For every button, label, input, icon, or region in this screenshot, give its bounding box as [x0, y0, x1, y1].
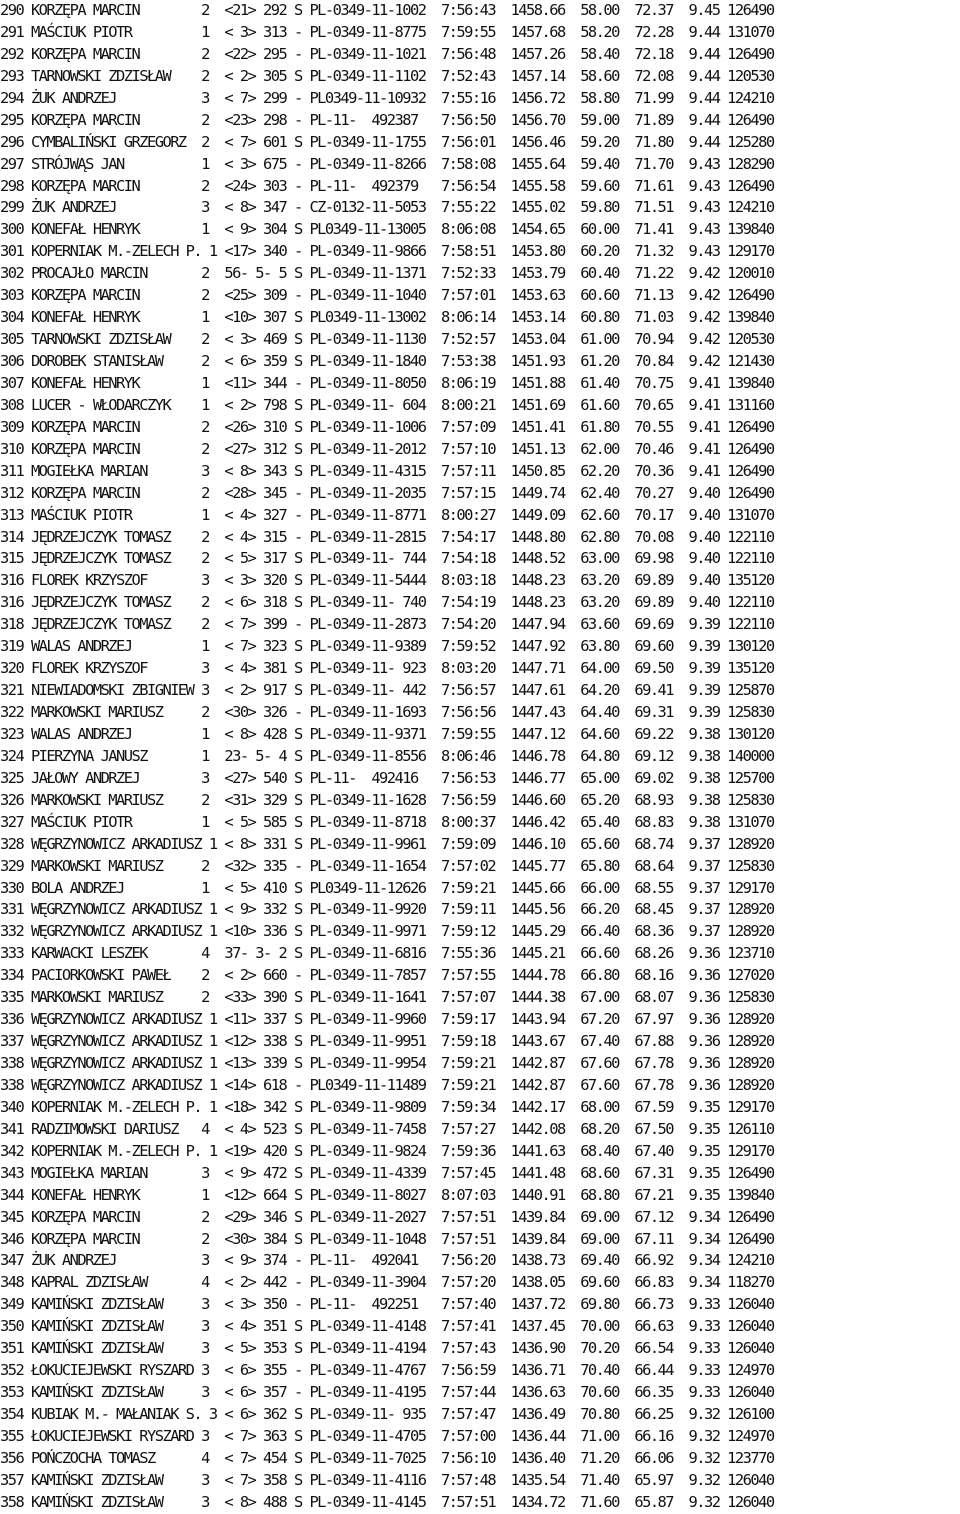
list-item: 312 KORZĘPA MARCIN 2 <28> 345 - PL-0349-11-2035 7:57:15 1449.74 62.40 70.27 9.40 126490 [0, 483, 774, 502]
list-item: 292 KORZĘPA MARCIN 2 <22> 295 - PL-0349-11-1021 7:56:48 1457.26 58.40 72.18 9.44 126490 [0, 44, 774, 63]
list-item: 335 MARKOWSKI MARIUSZ 2 <33> 390 S PL-0349-11-1641 7:57:07 1444.38 67.00 68.07 9.36 125830 [0, 988, 774, 1007]
list-item: 311 MOGIEŁKA MARIAN 3 < 8> 343 S PL-0349-11-4315 7:57:11 1450.85 62.20 70.36 9.41 126490 [0, 461, 774, 480]
list-item: 331 WĘGRZYNOWICZ ARKADIUSZ 1 < 9> 332 S PL-0349-11-9920 7:59:11 1445.56 66.20 68.45 9.37 128920 [0, 900, 774, 919]
list-item: 354 KUBIAK M.- MAŁANIAK S. 3 < 6> 362 S PL-0349-11- 935 7:57:47 1436.49 70.80 66.25 9.32 126100 [0, 1405, 774, 1423]
list-item: 326 MARKOWSKI MARIUSZ 2 <31> 329 S PL-0349-11-1628 7:56:59 1446.60 65.20 68.93 9.38 125830 [0, 790, 774, 809]
list-item: 340 KOPERNIAK M.-ZELECH P. 1 <18> 342 S PL-0349-11-9809 7:59:34 1442.17 68.00 67.59 9.35 129170 [0, 1097, 774, 1116]
list-item: 290 KORZĘPA MARCIN 2 <21> 292 S PL-0349-11-1002 7:56:43 1458.66 58.00 72.37 9.45 126490 [0, 1, 774, 19]
list-item: 300 KONEFAŁ HENRYK 1 < 9> 304 S PL0349-11-13005 8:06:08 1454.65 60.00 71.41 9.43 139840 [0, 220, 774, 239]
list-item: 333 KARWACKI LESZEK 4 37- 3- 2 S PL-0349-11-6816 7:55:36 1445.21 66.60 68.26 9.36 123710 [0, 944, 774, 963]
list-item: 341 RADZIMOWSKI DARIUSZ 4 < 4> 523 S PL-0349-11-7458 7:57:27 1442.08 68.20 67.50 9.35 126110 [0, 1119, 774, 1138]
list-item: 327 MAŚCIUK PIOTR 1 < 5> 585 S PL-0349-11-8718 8:00:37 1446.42 65.40 68.83 9.38 131070 [0, 812, 774, 831]
list-item: 338 WĘGRZYNOWICZ ARKADIUSZ 1 <14> 618 - PL0349-11-11489 7:59:21 1442.87 67.60 67.78 9.36 128920 [0, 1075, 774, 1094]
list-item: 291 MAŚCIUK PIOTR 1 < 3> 313 - PL-0349-11-8775 7:59:55 1457.68 58.20 72.28 9.44 131070 [0, 22, 774, 41]
list-item: 319 WALAS ANDRZEJ 1 < 7> 323 S PL-0349-11-9389 7:59:52 1447.92 63.80 69.60 9.39 130120 [0, 637, 774, 656]
list-item: 328 WĘGRZYNOWICZ ARKADIUSZ 1 < 8> 331 S PL-0349-11-9961 7:59:09 1446.10 65.60 68.74 9.37 128920 [0, 834, 774, 853]
list-item: 351 KAMIŃSKI ZDZISŁAW 3 < 5> 353 S PL-0349-11-4194 7:57:43 1436.90 70.20 66.54 9.33 126040 [0, 1339, 774, 1358]
list-item: 344 KONEFAŁ HENRYK 1 <12> 664 S PL-0349-11-8027 8:07:03 1440.91 68.80 67.21 9.35 139840 [0, 1185, 774, 1204]
list-item: 295 KORZĘPA MARCIN 2 <23> 298 - PL-11- 492387 7:56:50 1456.70 59.00 71.89 9.44 126490 [0, 110, 774, 129]
list-item: 297 STRÓJWĄS JAN 1 < 3> 675 - PL-0349-11-8266 7:58:08 1455.64 59.40 71.70 9.43 128290 [0, 154, 774, 173]
list-item: 329 MARKOWSKI MARIUSZ 2 <32> 335 - PL-0349-11-1654 7:57:02 1445.77 65.80 68.64 9.37 125830 [0, 856, 774, 875]
list-item: 345 KORZĘPA MARCIN 2 <29> 346 S PL-0349-11-2027 7:57:51 1439.84 69.00 67.12 9.34 126490 [0, 1207, 774, 1226]
list-item: 346 KORZĘPA MARCIN 2 <30> 384 S PL-0349-11-1048 7:57:51 1439.84 69.00 67.11 9.34 126490 [0, 1229, 774, 1248]
list-item: 357 KAMIŃSKI ZDZISŁAW 3 < 7> 358 S PL-0349-11-4116 7:57:48 1435.54 71.40 65.97 9.32 126040 [0, 1470, 774, 1489]
list-item: 349 KAMIŃSKI ZDZISŁAW 3 < 3> 350 - PL-11- 492251 7:57:40 1437.72 69.80 66.73 9.33 126040 [0, 1295, 774, 1314]
list-item: 293 TARNOWSKI ZDZISŁAW 2 < 2> 305 S PL-0349-11-1102 7:52:43 1457.14 58.60 72.08 9.44 120530 [0, 66, 774, 85]
list-item: 305 TARNOWSKI ZDZISŁAW 2 < 3> 469 S PL-0349-11-1130 7:52:57 1453.04 61.00 70.94 9.42 120530 [0, 330, 774, 349]
list-item: 342 KOPERNIAK M.-ZELECH P. 1 <19> 420 S PL-0349-11-9824 7:59:36 1441.63 68.40 67.40 9.35 129170 [0, 1141, 774, 1160]
list-item: 325 JAŁOWY ANDRZEJ 3 <27> 540 S PL-11- 492416 7:56:53 1446.77 65.00 69.02 9.38 125700 [0, 768, 774, 787]
list-item: 314 JĘDRZEJCZYK TOMASZ 2 < 4> 315 - PL-0349-11-2815 7:54:17 1448.80 62.80 70.08 9.40 122110 [0, 527, 774, 546]
list-item: 352 ŁOKUCIEJEWSKI RYSZARD 3 < 6> 355 - PL-0349-11-4767 7:56:59 1436.71 70.40 66.44 9.33 124970 [0, 1361, 774, 1380]
list-item: 332 WĘGRZYNOWICZ ARKADIUSZ 1 <10> 336 S PL-0349-11-9971 7:59:12 1445.29 66.40 68.36 9.37 128920 [0, 922, 774, 941]
list-item: 320 FLOREK KRZYSZOF 3 < 4> 381 S PL-0349-11- 923 8:03:20 1447.71 64.00 69.50 9.39 135120 [0, 659, 774, 678]
list-item: 321 NIEWIADOMSKI ZBIGNIEW 3 < 2> 917 S PL-0349-11- 442 7:56:57 1447.61 64.20 69.41 9.39 125870 [0, 681, 774, 700]
list-item: 356 POŃCZOCHA TOMASZ 4 < 7> 454 S PL-0349-11-7025 7:56:10 1436.40 71.20 66.06 9.32 123770 [0, 1448, 774, 1467]
list-item: 294 ŻUK ANDRZEJ 3 < 7> 299 - PL0349-11-10932 7:55:16 1456.72 58.80 71.99 9.44 124210 [0, 88, 774, 107]
list-item: 324 PIERZYNA JANUSZ 1 23- 5- 4 S PL-0349-11-8556 8:06:46 1446.78 64.80 69.12 9.38 140000 [0, 746, 774, 765]
list-item: 336 WĘGRZYNOWICZ ARKADIUSZ 1 <11> 337 S PL-0349-11-9960 7:59:17 1443.94 67.20 67.97 9.36 128920 [0, 1010, 774, 1029]
list-item: 323 WALAS ANDRZEJ 1 < 8> 428 S PL-0349-11-9371 7:59:55 1447.12 64.60 69.22 9.38 130120 [0, 724, 774, 743]
list-item: 348 KAPRAL ZDZISŁAW 4 < 2> 442 - PL-0349-11-3904 7:57:20 1438.05 69.60 66.83 9.34 118270 [0, 1273, 774, 1292]
list-item: 304 KONEFAŁ HENRYK 1 <10> 307 S PL0349-11-13002 8:06:14 1453.14 60.80 71.03 9.42 139840 [0, 308, 774, 327]
list-item: 353 KAMIŃSKI ZDZISŁAW 3 < 6> 357 - PL-0349-11-4195 7:57:44 1436.63 70.60 66.35 9.33 126040 [0, 1383, 774, 1402]
list-item: 303 KORZĘPA MARCIN 2 <25> 309 - PL-0349-11-1040 7:57:01 1453.63 60.60 71.13 9.42 126490 [0, 286, 774, 305]
list-item: 343 MOGIEŁKA MARIAN 3 < 9> 472 S PL-0349-11-4339 7:57:45 1441.48 68.60 67.31 9.35 126490 [0, 1163, 774, 1182]
list-item: 302 PROCAJŁO MARCIN 2 56- 5- 5 S PL-0349-11-1371 7:52:33 1453.79 60.40 71.22 9.42 120010 [0, 264, 774, 283]
list-item: 338 WĘGRZYNOWICZ ARKADIUSZ 1 <13> 339 S PL-0349-11-9954 7:59:21 1442.87 67.60 67.78 9.36 128920 [0, 1054, 774, 1072]
list-item: 318 JĘDRZEJCZYK TOMASZ 2 < 7> 399 - PL-0349-11-2873 7:54:20 1447.94 63.60 69.69 9.39 122110 [0, 615, 774, 634]
list-item: 322 MARKOWSKI MARIUSZ 2 <30> 326 - PL-0349-11-1693 7:56:56 1447.43 64.40 69.31 9.39 125830 [0, 703, 774, 721]
list-item: 315 JĘDRZEJCZYK TOMASZ 2 < 5> 317 S PL-0349-11- 744 7:54:18 1448.52 63.00 69.98 9.40 122110 [0, 549, 774, 568]
list-item: 298 KORZĘPA MARCIN 2 <24> 303 - PL-11- 492379 7:56:54 1455.58 59.60 71.61 9.43 126490 [0, 176, 774, 195]
list-item: 309 KORZĘPA MARCIN 2 <26> 310 S PL-0349-11-1006 7:57:09 1451.41 61.80 70.55 9.41 126490 [0, 417, 774, 436]
list-item: 307 KONEFAŁ HENRYK 1 <11> 344 - PL-0349-11-8050 8:06:19 1451.88 61.40 70.75 9.41 139840 [0, 373, 774, 392]
list-item: 358 KAMIŃSKI ZDZISŁAW 3 < 8> 488 S PL-0349-11-4145 7:57:51 1434.72 71.60 65.87 9.32 126040 [0, 1492, 774, 1511]
list-item: 316 JĘDRZEJCZYK TOMASZ 2 < 6> 318 S PL-0349-11- 740 7:54:19 1448.23 63.20 69.89 9.40 122110 [0, 593, 774, 612]
list-item: 301 KOPERNIAK M.-ZELECH P. 1 <17> 340 - PL-0349-11-9866 7:58:51 1453.80 60.20 71.32 9.43 129170 [0, 242, 774, 261]
list-item: 350 KAMIŃSKI ZDZISŁAW 3 < 4> 351 S PL-0349-11-4148 7:57:41 1437.45 70.00 66.63 9.33 126040 [0, 1317, 774, 1336]
list-item: 316 FLOREK KRZYSZOF 3 < 3> 320 S PL-0349-11-5444 8:03:18 1448.23 63.20 69.89 9.40 135120 [0, 571, 774, 590]
list-item: 296 CYMBALIŃSKI GRZEGORZ 2 < 7> 601 S PL-0349-11-1755 7:56:01 1456.46 59.20 71.80 9.44 125280 [0, 132, 774, 151]
list-item: 337 WĘGRZYNOWICZ ARKADIUSZ 1 <12> 338 S PL-0349-11-9951 7:59:18 1443.67 67.40 67.88 9.36 128920 [0, 1032, 774, 1051]
list-item: 313 MAŚCIUK PIOTR 1 < 4> 327 - PL-0349-11-8771 8:00:27 1449.09 62.60 70.17 9.40 131070 [0, 505, 774, 524]
list-item: 330 BOLA ANDRZEJ 1 < 5> 410 S PL0349-11-12626 7:59:21 1445.66 66.00 68.55 9.37 129170 [0, 878, 774, 897]
list-item: 306 DOROBEK STANISŁAW 2 < 6> 359 S PL-0349-11-1840 7:53:38 1451.93 61.20 70.84 9.42 121430 [0, 352, 774, 370]
list-item: 308 LUCER - WŁODARCZYK 1 < 2> 798 S PL-0349-11- 604 8:00:21 1451.69 61.60 70.65 9.41 131160 [0, 395, 774, 414]
list-item: 310 KORZĘPA MARCIN 2 <27> 312 S PL-0349-11-2012 7:57:10 1451.13 62.00 70.46 9.41 126490 [0, 439, 774, 458]
list-item: 355 ŁOKUCIEJEWSKI RYSZARD 3 < 7> 363 S PL-0349-11-4705 7:57:00 1436.44 71.00 66.16 9.32 124970 [0, 1426, 774, 1445]
list-item: 334 PACIORKOWSKI PAWEŁ 2 < 2> 660 - PL-0349-11-7857 7:57:55 1444.78 66.80 68.16 9.36 127020 [0, 966, 774, 985]
list-item: 299 ŻUK ANDRZEJ 3 < 8> 347 - CZ-0132-11-5053 7:55:22 1455.02 59.80 71.51 9.43 124210 [0, 198, 774, 217]
list-item: 347 ŻUK ANDRZEJ 3 < 9> 374 - PL-11- 492041 7:56:20 1438.73 69.40 66.92 9.34 124210 [0, 1251, 774, 1270]
